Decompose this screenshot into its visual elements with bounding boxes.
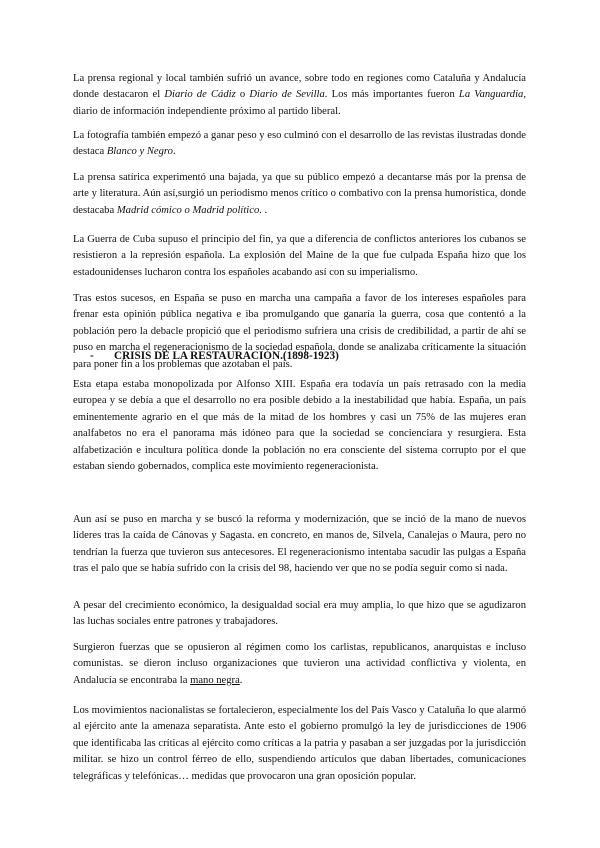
paragraph-opposition-forces [73, 640, 526, 689]
text-run: . [172, 146, 176, 158]
italic-title: Madrid cómico o Madrid político [116, 204, 260, 216]
paragraph-satirical-press [73, 170, 526, 219]
paragraph-alfonso-xiii: Esta etapa estaba monopolizada por Alfonso XIII. España era todavía un país retrasado con la media europea y se debía a que el desarrollo no era posible debido a la inestabilidad que había. España, un país eminentemente agrario en el que más de la mitad de los hombres y casi un 75% de las mujeres eran analfabetos no era el panorama más idóneo para que la sociedad se concienciara y resurgiera. Esta alfabetización e incultura política donde la población no era consciente del sistema corrupto por el que estaban siendo gobernados, complica este movimiento regeneracionista. [73, 379, 526, 473]
heading-text: CRISIS DE LA RESTAURACIÓN.(1898-1923) [114, 350, 339, 362]
text-run: o [235, 89, 250, 101]
text-run: . Los más importantes fueron [324, 89, 459, 101]
paragraph-after-events: Tras estos sucesos, en España se puso en marcha una campaña a favor de los intereses españoles para frenar esta opinión pública negativa e iba promulgando que ganaría la guerra, cosa que contentó a la población pero la debacle propició que el periodismo sufriera una crisis de credibilidad, a partir de ahí se puso en marcha el regeneracionismo de la sociedad española, donde se analizaba críticamente la situación para poner fin a los problemas que azotaban el país. [73, 293, 526, 370]
paragraph-nationalism: Los movimientos nacionalistas se fortalecieron, especialmente los del País Vasco y Cataluña lo que alarmó al ejército ante la amenaza separatista. Ante esto el gobierno promulgó la ley de jurisdicciones de 1906 que identificaba las críticas al ejército como críticas a la patria y pasaban a ser juzgadas por la jurisdicción militar. se hizo un control férreo de ello, suspendiendo artículos que daban libertades, comunicaciones telegráficas y telefónicas… medidas que provocaron una gran oposición popular. [73, 705, 526, 782]
text-run: diario de información independiente próximo al partido liberal. [73, 105, 341, 117]
paragraph-inequality: A pesar del crecimiento económico, la desigualdad social era muy amplia, lo que hizo que se agudizaron las luchas sociales entre patrones y trabajadores. [73, 600, 526, 628]
paragraph-cuba-war: La Guerra de Cuba supuso el principio del fin, ya que a diferencia de conflictos anteriores los cubanos se resistieron a la represión española. La explosión del Maine de la que fue culpada España hizo que los estadounidenses lucharon contra los españoles acabando así con su imperialismo. [73, 234, 526, 278]
paragraph-reform: Aun así se puso en marcha y se buscó la reforma y modernización, que se inció de la mano de nuevos líderes tras la caída de Cánovas y Sagasta. en concreto, en manos de, Silvela, Canalejas o Maura, pero no tendrían la fuerza que tuvieron sus antecesores. El regeneracionismo intentaba sacudir las pulgas a España tras el palo que se había sufrido con la crisis del 98, haciendo ver que no se podía seguir como si nada. [73, 514, 526, 575]
text-run: . [239, 674, 243, 686]
paragraph-photography [73, 128, 526, 161]
italic-title: Diario de Sevilla [249, 89, 325, 101]
text-run: Surgieron fuerzas que se opusieron al régimen como los carlistas, republicanos, anarquistas e incluso comunistas. se dieron incluso organizaciones que tuvieron una actividad conflictiva y violenta, en Andalucía se encontraba la [73, 642, 526, 686]
section-heading [90, 350, 339, 362]
underlined-term: mano negra [190, 674, 240, 686]
list-dash: - [90, 350, 94, 362]
italic-title: Blanco y Negro [106, 146, 173, 158]
text-run: La prensa satírica experimentó una bajada, ya que su público empezó a decantarse más por la prensa de arte y literatura. Aún así,surgió un periodismo menos crítico o combativo con la prensa humorística, donde destacaba [73, 172, 526, 216]
paragraph-regional-press [73, 71, 526, 120]
italic-title: La Vanguardia, [458, 89, 526, 101]
text-run: . . [259, 204, 268, 216]
text-run: La prensa regional y local también sufrió un avance, sobre todo en regiones como Cataluña y Andalucía donde destacaron el [73, 73, 526, 101]
italic-title: Diario de Cádiz [164, 89, 236, 101]
text-run: La fotografía también empezó a ganar peso y eso culminó con el desarrollo de las revistas ilustradas donde destaca [73, 130, 526, 158]
